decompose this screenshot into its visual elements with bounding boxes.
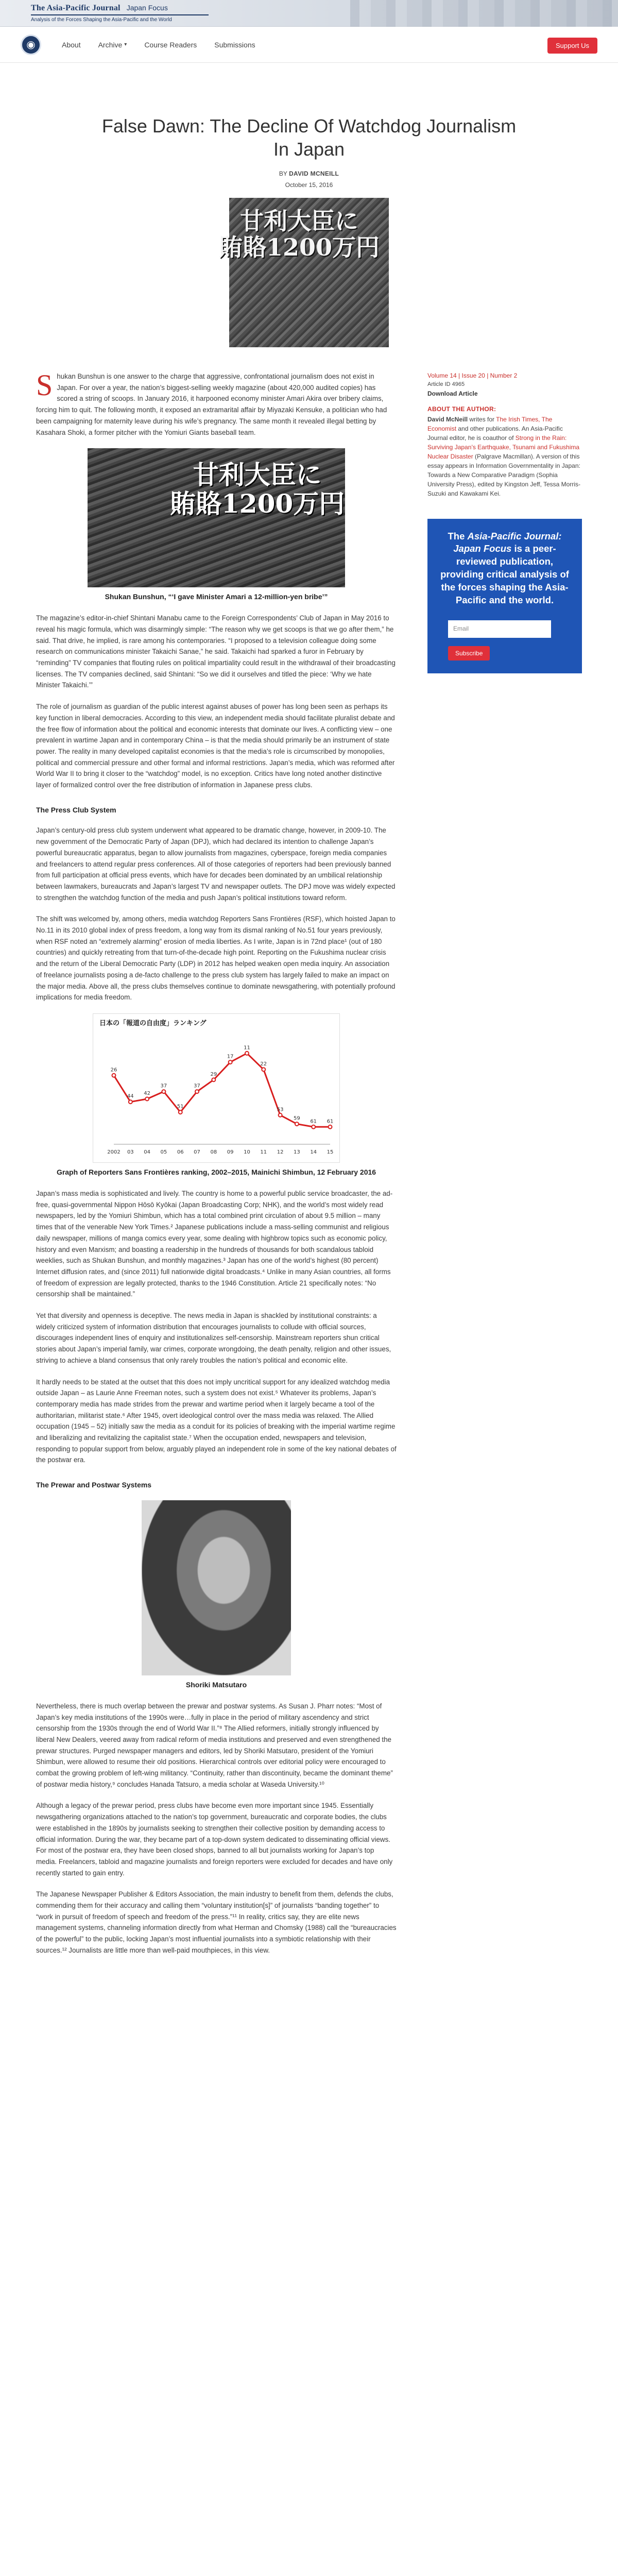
data-point: [245, 1052, 249, 1055]
nav-item-archive[interactable]: [98, 41, 127, 49]
download-article-link[interactable]: Download Article: [427, 389, 478, 397]
data-label: 53: [277, 1107, 284, 1113]
publication-links[interactable]: The Irish Times, The Economist: [427, 415, 553, 432]
chevron-down-icon: ▾: [124, 42, 127, 47]
data-point: [262, 1067, 265, 1071]
hero-image-text: 甘利大臣に 賄賂1200万円: [218, 207, 380, 261]
paragraph: The shift was welcomed by, among others, media watchdog Reporters Sans Frontières (RSF), which hoisted Japan to No.11 in its 2010 global index of press freedom, a long way from its dismal ranking of No.51 four years previously, when RSF noted an “extremely alarming” erosion of media liberties. As I write, Japan is in 72nd place¹ (out of 180 countries) and quickly retreating from that turn-of-the-decade high point. Reporting on the Fukushima nuclear crisis and the return of the Liberal Democratic Party (LDP) in 2012 has helped weaken open media inquiry. An association of freelance journalists posing a de-facto challenge to the press club system has largely failed to make an impact on the major media. Above all, the press clubs themselves continue to dominate newsgathering, with potentially profound implications for media freedom.: [36, 915, 396, 1002]
x-tick-label: 08: [210, 1149, 217, 1155]
drop-cap: S: [36, 368, 53, 402]
data-point: [229, 1060, 232, 1064]
data-point: [179, 1110, 182, 1114]
article-id: Article ID 4965: [427, 381, 465, 387]
about-text-part: and other publications. An Asia-Pacific Journal editor, he is coauthor of: [427, 425, 563, 442]
nav-item-label: Course Readers: [144, 40, 197, 49]
data-label: 61: [310, 1118, 317, 1125]
x-tick-label: 10: [244, 1149, 250, 1155]
figure-image-text: 甘利大臣に 賄賂1200万円: [170, 460, 345, 519]
promo-text-part: is a peer-reviewed publication, providing critical analysis of the forces shaping the Asia-Pacific and the world.: [440, 543, 569, 606]
brand[interactable]: [31, 4, 209, 23]
subscribe-button[interactable]: Subscribe: [448, 646, 490, 660]
nav-item-about[interactable]: [62, 41, 81, 49]
data-label: 37: [194, 1083, 200, 1089]
data-label: 61: [327, 1118, 334, 1125]
email-field[interactable]: Email: [448, 620, 551, 638]
main-nav: [0, 27, 618, 63]
figure-shukan-bunshun: [36, 448, 397, 602]
figure-caption: Shukan Bunshun, “‘I gave Minister Amari a 12-million-yen bribe’”: [105, 592, 328, 601]
byline: [0, 170, 618, 177]
data-point: [295, 1122, 299, 1126]
about-text-part: writes for: [468, 415, 496, 423]
data-label: 37: [160, 1083, 167, 1089]
data-point: [329, 1125, 332, 1129]
data-point: [112, 1074, 116, 1077]
paragraph: Although a legacy of the prewar period, press clubs have become even more important since 1945. Essentially newsgathering organizations attached to the nation’s top government, bureaucratic and corporate bodies, the clubs were established in the 1890s by journalists seeking to strengthen their collective position by demanding access to official information. During the war, they became part of a top-down system dedicated to disseminating official views. For most of the postwar era, they have been closed shops, banned to all but journalists working for Japan’s top media. Freelancers, tabloid and magazine journalists and foreign reporters were excluded for decades and have only recently started to gain entry.: [36, 1802, 393, 1877]
figure-rsf-chart: [36, 1013, 397, 1178]
data-point: [312, 1125, 315, 1129]
x-tick-label: 05: [160, 1149, 167, 1155]
promo-journal-name: Asia-Pacific Journal: Japan Focus: [453, 530, 562, 554]
hero-image: [218, 198, 389, 347]
figure-caption: Shoriki Matsutaro: [185, 1680, 247, 1689]
byline-prefix: BY: [279, 170, 287, 177]
author-link[interactable]: DAVID MCNEILL: [289, 170, 339, 177]
nav-item-submissions[interactable]: [214, 41, 255, 49]
section-heading-press-club: The Press Club System: [36, 805, 116, 814]
promo-text: [438, 530, 572, 607]
top-banner: [0, 0, 618, 27]
figure-shoriki: [36, 1500, 397, 1690]
nav-item-label: About: [62, 40, 81, 49]
data-point: [129, 1100, 132, 1104]
volume-info: Volume 14 | Issue 20 | Number 2: [427, 372, 518, 379]
paragraph: Japan’s mass media is sophisticated and lively. The country is home to a powerful public service broadcaster, the ad-free, quasi-governmental Nippon Hōsō Kyōkai (Japan Broadcasting Corp; NHK), and the world’s most widely read newspapers, led by the Yomiuri Shimbun, which has a total combined print circulation of about 9.5 million – many times that of the venerable New York Times.² Japanese publications include a mass-selling communist and religious daily newspaper, millions of manga comics every year, some dealing with highbrow topics such as economic policy, history and even Marxism; and boasting a readership in the hundreds of thousands for both scandalous tabloid weeklies, such as Shukan Bunshun, and monthly magazines.³ Japan has one of the world’s highest (80 percent) Internet diffusion rates, and (since 2011) full nationwide digital broadcasts.⁴ Unlike in many Asian countries, all forms of freedom of expression are legally protected, thanks to the 1946 Constitution. Article 21 specifically notes: “No censorship shall be maintained.”: [36, 1189, 393, 1298]
data-point: [212, 1078, 215, 1081]
publish-date: October 15, 2016: [285, 181, 333, 189]
data-label: 26: [110, 1067, 117, 1073]
about-author-heading: ABOUT THE AUTHOR:: [427, 405, 496, 413]
article-meta: [427, 371, 582, 398]
data-label: 22: [260, 1061, 267, 1067]
promo-text-part: The: [448, 530, 468, 541]
brand-rule: [31, 14, 209, 15]
paragraph-text: hukan Bunshun is one answer to the charge that aggressive, confrontational journalism does not exist in Japan. For over a year, the nation’s biggest-selling weekly magazine (about 420,000 audited copies) has scored a string of scoops. In January 2016, it harpooned economy minister Amari Akira over bribery claims, forcing him to quit. The following month, it exposed an extramarital affair by Miyazaki Kensuke, a politician who had been campaigning for maternity leave during his wife’s pregnancy. The same month it revealed illegal betting by Kasahara Shoki, a former pitcher with the Yomiuri Giants baseball team.: [36, 372, 387, 436]
nav-menu: [62, 41, 255, 49]
data-label: 11: [244, 1045, 250, 1051]
sidebar: [427, 371, 582, 673]
subscribe-promo: [427, 519, 582, 673]
book-link[interactable]: Strong in the Rain: Surviving Japan’s Earthquake, Tsunami and Fukushima Nuclear Disaster: [427, 434, 580, 460]
data-point: [195, 1090, 199, 1093]
paragraph: The Japanese Newspaper Publisher & Editors Association, the main industry to benefit from them, defends the clubs, commending them for their accuracy and calling them “voluntary institution[s]” of journalists “banding together” to “work in pursuit of freedom of speech and freedom of the press.”¹¹ In reality, critics say, they are elite news management systems, channeling information directly from what Herman and Chomsky (1988) call the “bureaucracies of the powerful” to the public, locking Japan’s most influential journalists into a symbiotic relationship with their sources.¹² Journalists are little more than well-paid mouthpieces, in this view.: [36, 1890, 397, 1954]
figure-caption: Graph of Reporters Sans Frontières ranking, 2002–2015, Mainichi Shimbun, 12 February 2016: [56, 1167, 376, 1176]
nav-item-label: Submissions: [214, 40, 255, 49]
paragraph: The role of journalism as guardian of the public interest against abuses of power has long been seen as perhaps its key function in liberal democracies. According to this view, an independent media should facilitate pluralist debate and the free flow of information about the political and economic interests that dominate our lives. A conflicting view – one prevalent in wartime Japan and in contemporary China – is that the media should primarily be an instrument of state power. The reality in many developed capitalist economies is that the media’s role is circumscribed by monopolies, political and commercial pressure and other formal and informal restrictions. Japan’s media, which was reformed after World War II to bring it closer to the “watchdog” model, is no exception. Critics have long noted another distinctive layer of formalized control over the free distribution of information in Japanese press clubs.: [36, 703, 395, 789]
brand-tagline: Analysis of the Forces Shaping the Asia-Pacific and the World: [31, 17, 172, 23]
data-label: 59: [294, 1115, 300, 1122]
x-tick-label: 15: [327, 1149, 334, 1155]
x-tick-label: 07: [194, 1149, 200, 1155]
chart-title: 日本の「報道の自由度」ランキング: [99, 1019, 207, 1027]
data-label: 17: [227, 1054, 234, 1060]
paragraph: It hardly needs to be stated at the outset that this does not imply uncritical support for any idealized watchdog media outside Japan – as Laurie Anne Freeman notes, such a system does not exist.⁵ Whatever its problems, Japan’s contemporary media has made strides from the prewar and wartime period when it largely became a tool of the authoritarian, militarist state.⁶ After 1945, overt ideological control over the mass media was relaxed. The Allied occupation (1945 – 52) initially saw the media as a conduit for its policies of breaking with the imperial wartime regime and liberalizing and revitalizing the capitalist state.⁷ When the occupation ended, newspapers and television, responding to popular support from below, arguably played an independent role in some of the key national debates of the postwar era.: [36, 1378, 397, 1464]
page-title: False Dawn: The Decline Of Watchdog Journalism In Japan: [101, 115, 517, 160]
nav-item-label: Archive: [98, 40, 123, 49]
article-header: [0, 63, 618, 347]
chart-frame: [93, 1013, 340, 1163]
rsf-ranking-chart: [93, 1014, 340, 1163]
x-tick-label: 06: [177, 1149, 184, 1155]
x-tick-label: 12: [277, 1149, 284, 1155]
journal-subtitle: Japan Focus: [126, 4, 168, 12]
banner-photo-strip: [350, 0, 618, 27]
data-point: [279, 1113, 282, 1117]
paragraph: Japan’s century-old press club system underwent what appeared to be dramatic change, however, in 2009-10. The new government of the Democratic Party of Japan (DPJ), which had declared its intention to challenge Japan’s powerful bureaucratic apparatus, began to allow journalists from magazines, cyberspace, foreign media companies and freelancers to attend regular press conferences. All of those categories of reporters had been previously banned from full participation at official press events, which have for decades been dominated by an umbilical relationship between lawmakers, bureaucrats and Japan’s largest TV and newspaper outlets. The DPJ move was widely expected to strengthen the watchdog function of the media and push Japan’s political institutions toward reform.: [36, 826, 396, 902]
x-tick-label: 14: [310, 1149, 317, 1155]
section-heading-prewar: The Prewar and Postwar Systems: [36, 1481, 152, 1489]
x-tick-label: 11: [260, 1149, 267, 1155]
x-tick-label: 2002: [107, 1149, 121, 1155]
x-tick-label: 09: [227, 1149, 234, 1155]
paragraph: The magazine’s editor-in-chief Shintani Manabu came to the Foreign Correspondents’ Club of Japan in May 2016 to reveal his magic formula, which was disarmingly simple: “The reason why we get scoops is that we go after them,” he said. That drive, he implied, is rare among his contemporaries. “I proposed to a television colleague doing some research on communications minister Takaichi Sanae,” he said. Takaichi had sparked a furor in February by “reminding” TV companies that flouting rules on political impartiality could result in the withdrawal of their broadcasting licenses. The TV companies declined, said Shintani: “So we did it ourselves and titled the piece: ‘Why we hate Minister Takaichi.’”: [36, 614, 396, 689]
about-text-part: (Palgrave Macmillan). A version of this essay appears in Information Governmentality in Japan: Towards a New Comparative Paradigm (Sophia University Press), edited by Kingston Jeff, Tessa Morris-Suzuki and Kawakami Kei.: [427, 452, 580, 497]
paragraph: [36, 368, 397, 438]
paragraph: Yet that diversity and openness is deceptive. The news media in Japan is shackled by institutional constraints: a widely criticized system of information distribution that encourages journalists to collude with official sources, discourages independent lines of enquiry and institutionalizes self-censorship. Mainstream reporters shun critical stories about Japan’s imperial family, war crimes, corporate wrongdoing, the death penalty, religion and other issues, striving to achieve a bland consensus that only rarely troubles the nation’s political and economic elite.: [36, 1312, 391, 1364]
data-label: 29: [210, 1071, 217, 1077]
nav-item-course-readers[interactable]: [144, 41, 197, 49]
author-name: David McNeill: [427, 415, 468, 423]
paragraph: Nevertheless, there is much overlap between the prewar and postwar systems. As Susan J. Pharr notes: “Most of Japan’s key media institutions of the 1990s were…fully in place in the period of military ascendency and strict censorship from the 1930s through the end of World War II.”⁸ The Allied reformers, initially strongly influenced by liberal New Dealers, veered away from radical reform of media institutions and preserved and even strengthened the prewar structures. Purged newspaper managers and editors, led by Shoriki Matsutaro, president of the Yomiuri Shimbun, were allowed to resume their old positions. Hierarchical controls over editorial policy were encouraged to combat the growing problem of left-wing militancy. “Continuity, rather than discontinuity, became the dominant theme” of postwar media history,⁹ concludes Hanada Tatsuro, a media scholar at Waseda University.¹⁰: [36, 1702, 393, 1788]
data-label: 44: [127, 1093, 134, 1099]
data-label: 42: [144, 1090, 150, 1096]
support-us-button[interactable]: Support Us: [547, 38, 597, 54]
journal-name: The Asia-Pacific Journal: [31, 4, 121, 12]
portrait-photo: [142, 1500, 291, 1675]
data-label: 51: [177, 1104, 184, 1110]
about-author-text: [427, 415, 582, 498]
globe-logo-icon[interactable]: ◉: [21, 35, 41, 55]
article-body: [36, 368, 397, 1967]
figure-image: [88, 448, 345, 587]
x-tick-label: 03: [127, 1149, 134, 1155]
x-tick-label: 13: [294, 1149, 300, 1155]
data-point: [145, 1097, 149, 1100]
x-tick-label: 04: [144, 1149, 150, 1155]
data-point: [162, 1090, 165, 1093]
